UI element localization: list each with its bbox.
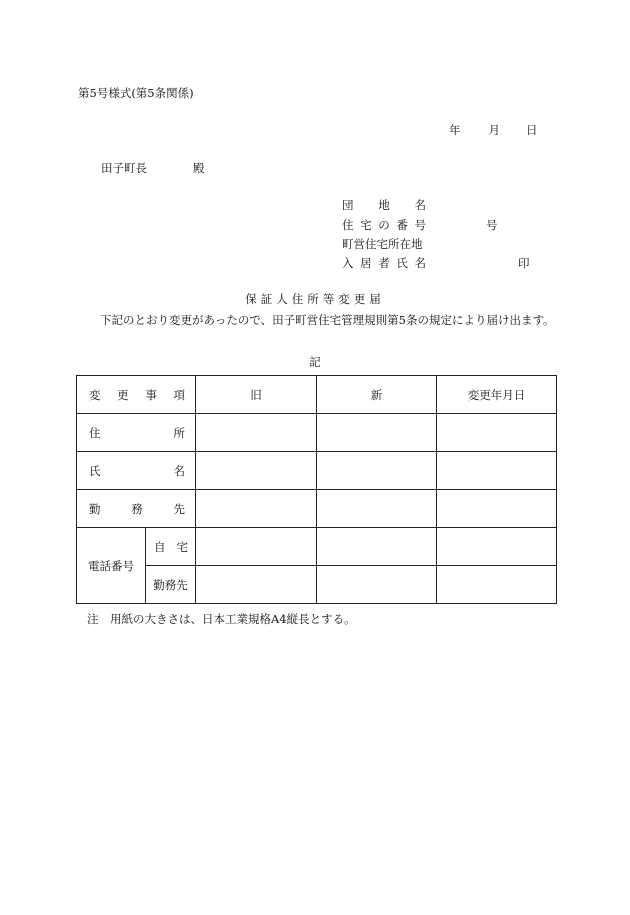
header-new: 新 (317, 376, 437, 414)
row-phone-work-label: 勤務先 (146, 566, 196, 604)
header-old: 旧 (196, 376, 317, 414)
bango-suffix: 号 (486, 218, 498, 232)
shozai-label: 町営住宅所在地 (342, 237, 423, 251)
nyukyo-label: 入 居 者 氏 名 (342, 256, 426, 270)
header-date: 変更年月日 (437, 376, 557, 414)
date-day: 日 (526, 123, 538, 137)
form-number: 第5号様式(第5条関係) (78, 86, 194, 100)
name-new-cell[interactable] (317, 452, 437, 490)
workplace-new-cell[interactable] (317, 490, 437, 528)
footnote: 注 用紙の大きさは、日本工業規格A4縦長とする。 (87, 612, 356, 626)
table-header-row (77, 376, 557, 414)
address-date-cell[interactable] (437, 414, 557, 452)
change-table (76, 375, 557, 604)
address-new-cell[interactable] (317, 414, 437, 452)
header-item: 変 更 事 項 (77, 376, 196, 414)
phone-work-old-cell[interactable] (196, 566, 317, 604)
phone-home-old-cell[interactable] (196, 528, 317, 566)
date-year: 年 (449, 123, 461, 137)
name-old-cell[interactable] (196, 452, 317, 490)
ki-heading: 記 (309, 355, 321, 369)
addressee-line (101, 161, 205, 175)
row-phone-home-label: 自 宅 (146, 528, 196, 566)
seal: 印 (518, 256, 530, 270)
address-old-cell[interactable] (196, 414, 317, 452)
date-line (449, 123, 538, 137)
workplace-old-cell[interactable] (196, 490, 317, 528)
phone-home-new-cell[interactable] (317, 528, 437, 566)
honorific: 殿 (193, 161, 205, 175)
table-row (77, 566, 557, 604)
name-date-cell[interactable] (437, 452, 557, 490)
table-row (77, 528, 557, 566)
row-address-label: 住 所 (77, 414, 196, 452)
date-month: 月 (488, 123, 500, 137)
phone-work-date-cell[interactable] (437, 566, 557, 604)
phone-work-new-cell[interactable] (317, 566, 437, 604)
body-text: 下記のとおり変更があったので、田子町営住宅管理規則第5条の規定により届け出ます。 (100, 313, 555, 327)
danchi-label: 団 地 名 (342, 198, 426, 212)
workplace-date-cell[interactable] (437, 490, 557, 528)
table-row (77, 452, 557, 490)
table-row (77, 414, 557, 452)
bango-label: 住 宅 の 番 号 (342, 218, 426, 232)
table-row (77, 490, 557, 528)
field-nyukyo (342, 256, 530, 270)
document-title: 保証人住所等変更届 (245, 292, 385, 306)
field-danchi (342, 198, 426, 212)
field-bango (342, 218, 498, 232)
row-workplace-label: 勤 務 先 (77, 490, 196, 528)
field-shozai (342, 237, 423, 251)
row-name-label: 氏 名 (77, 452, 196, 490)
phone-home-date-cell[interactable] (437, 528, 557, 566)
addressee: 田子町長 (101, 161, 147, 175)
row-phone-label: 電話番号 (77, 528, 146, 604)
